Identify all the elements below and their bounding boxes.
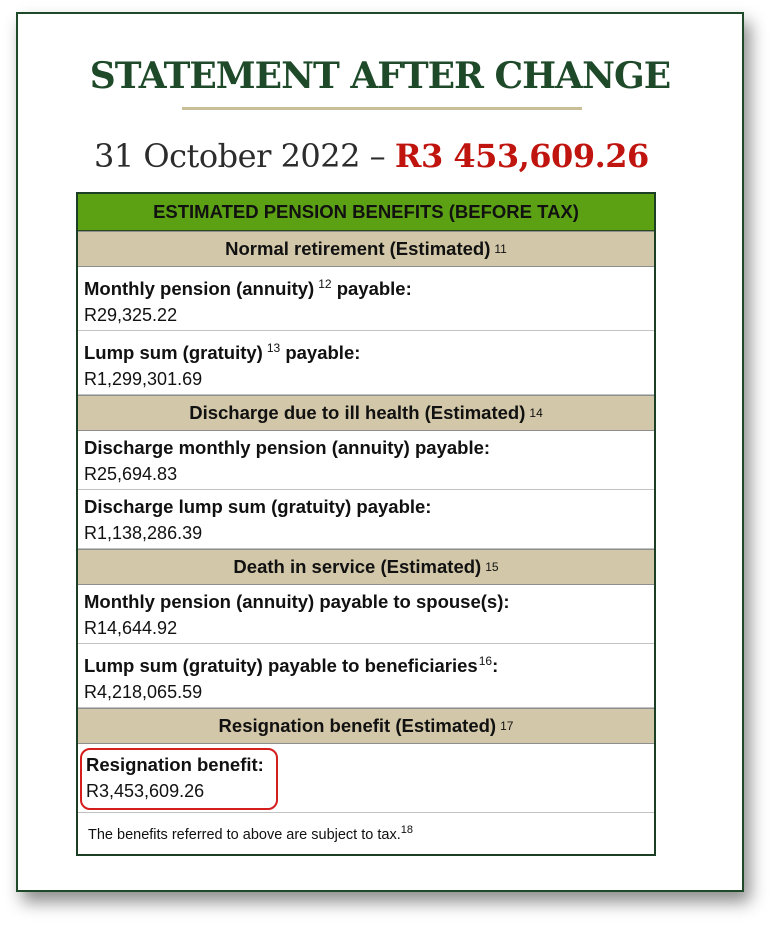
statement-date-line [94, 134, 649, 178]
footnote-ref: 16 [478, 654, 493, 669]
section-footnote-ref: 15 [485, 560, 499, 575]
footnote-ref: 18 [400, 824, 413, 837]
table-row [78, 585, 654, 644]
pension-benefits-table [76, 192, 656, 856]
benefit-label: Lump sum (gratuity) payable to beneficiaries$^{16}$: [84, 654, 499, 677]
page-title: STATEMENT AFTER CHANGE [89, 55, 671, 97]
benefit-label: Monthly pension (annuity) $^{12}$ payable: [84, 277, 412, 300]
footnote-ref: 13 [266, 341, 281, 356]
table-row [78, 331, 654, 395]
section-death-in-service [78, 549, 654, 585]
table-row [78, 644, 654, 708]
footnote-ref: 12 [318, 277, 332, 291]
benefit-value: R29,325.22 [84, 305, 178, 326]
benefit-value: R25,694.83 [84, 464, 178, 485]
benefit-value: R1,299,301.69 [84, 369, 203, 390]
benefit-label: Lump sum (gratuity) $^{13}$ payable: [84, 341, 361, 364]
statement-amount: R3 453,609.26 [394, 137, 649, 175]
statement-date: 31 October 2022 – [94, 137, 386, 175]
benefit-label: Resignation benefit: [86, 754, 264, 776]
table-row [78, 490, 654, 549]
table-row [78, 267, 654, 331]
title-divider [182, 107, 582, 110]
tax-footnote: The benefits referred to above are subject to tax.$^{18}$ [88, 824, 413, 844]
section-ill-health-discharge [78, 395, 654, 431]
benefit-value: R4,218,065.59 [84, 682, 203, 703]
table-heading: ESTIMATED PENSION BENEFITS (BEFORE TAX) [78, 194, 654, 231]
section-title: Resignation benefit (Estimated) [218, 715, 497, 737]
section-resignation [78, 708, 654, 744]
table-row [78, 744, 654, 813]
section-footnote-ref: 17 [500, 719, 514, 734]
benefit-value: R14,644.92 [84, 618, 178, 639]
section-footnote-ref: 14 [529, 406, 543, 421]
benefit-label: Discharge monthly pension (annuity) payable: [84, 437, 491, 459]
section-normal-retirement [78, 231, 654, 267]
benefit-label: Monthly pension (annuity) payable to spouse(s): [84, 591, 510, 613]
section-title: Death in service (Estimated) [233, 556, 482, 578]
resignation-highlight [80, 748, 278, 810]
section-title: Normal retirement (Estimated) [225, 238, 491, 259]
section-title: Discharge due to ill health (Estimated) [189, 402, 526, 424]
benefit-value: R3,453,609.26 [86, 781, 205, 802]
benefit-value: R1,138,286.39 [84, 523, 203, 544]
table-row [78, 431, 654, 490]
benefit-label: Discharge lump sum (gratuity) payable: [84, 496, 432, 518]
section-footnote-ref: 11 [494, 242, 507, 256]
